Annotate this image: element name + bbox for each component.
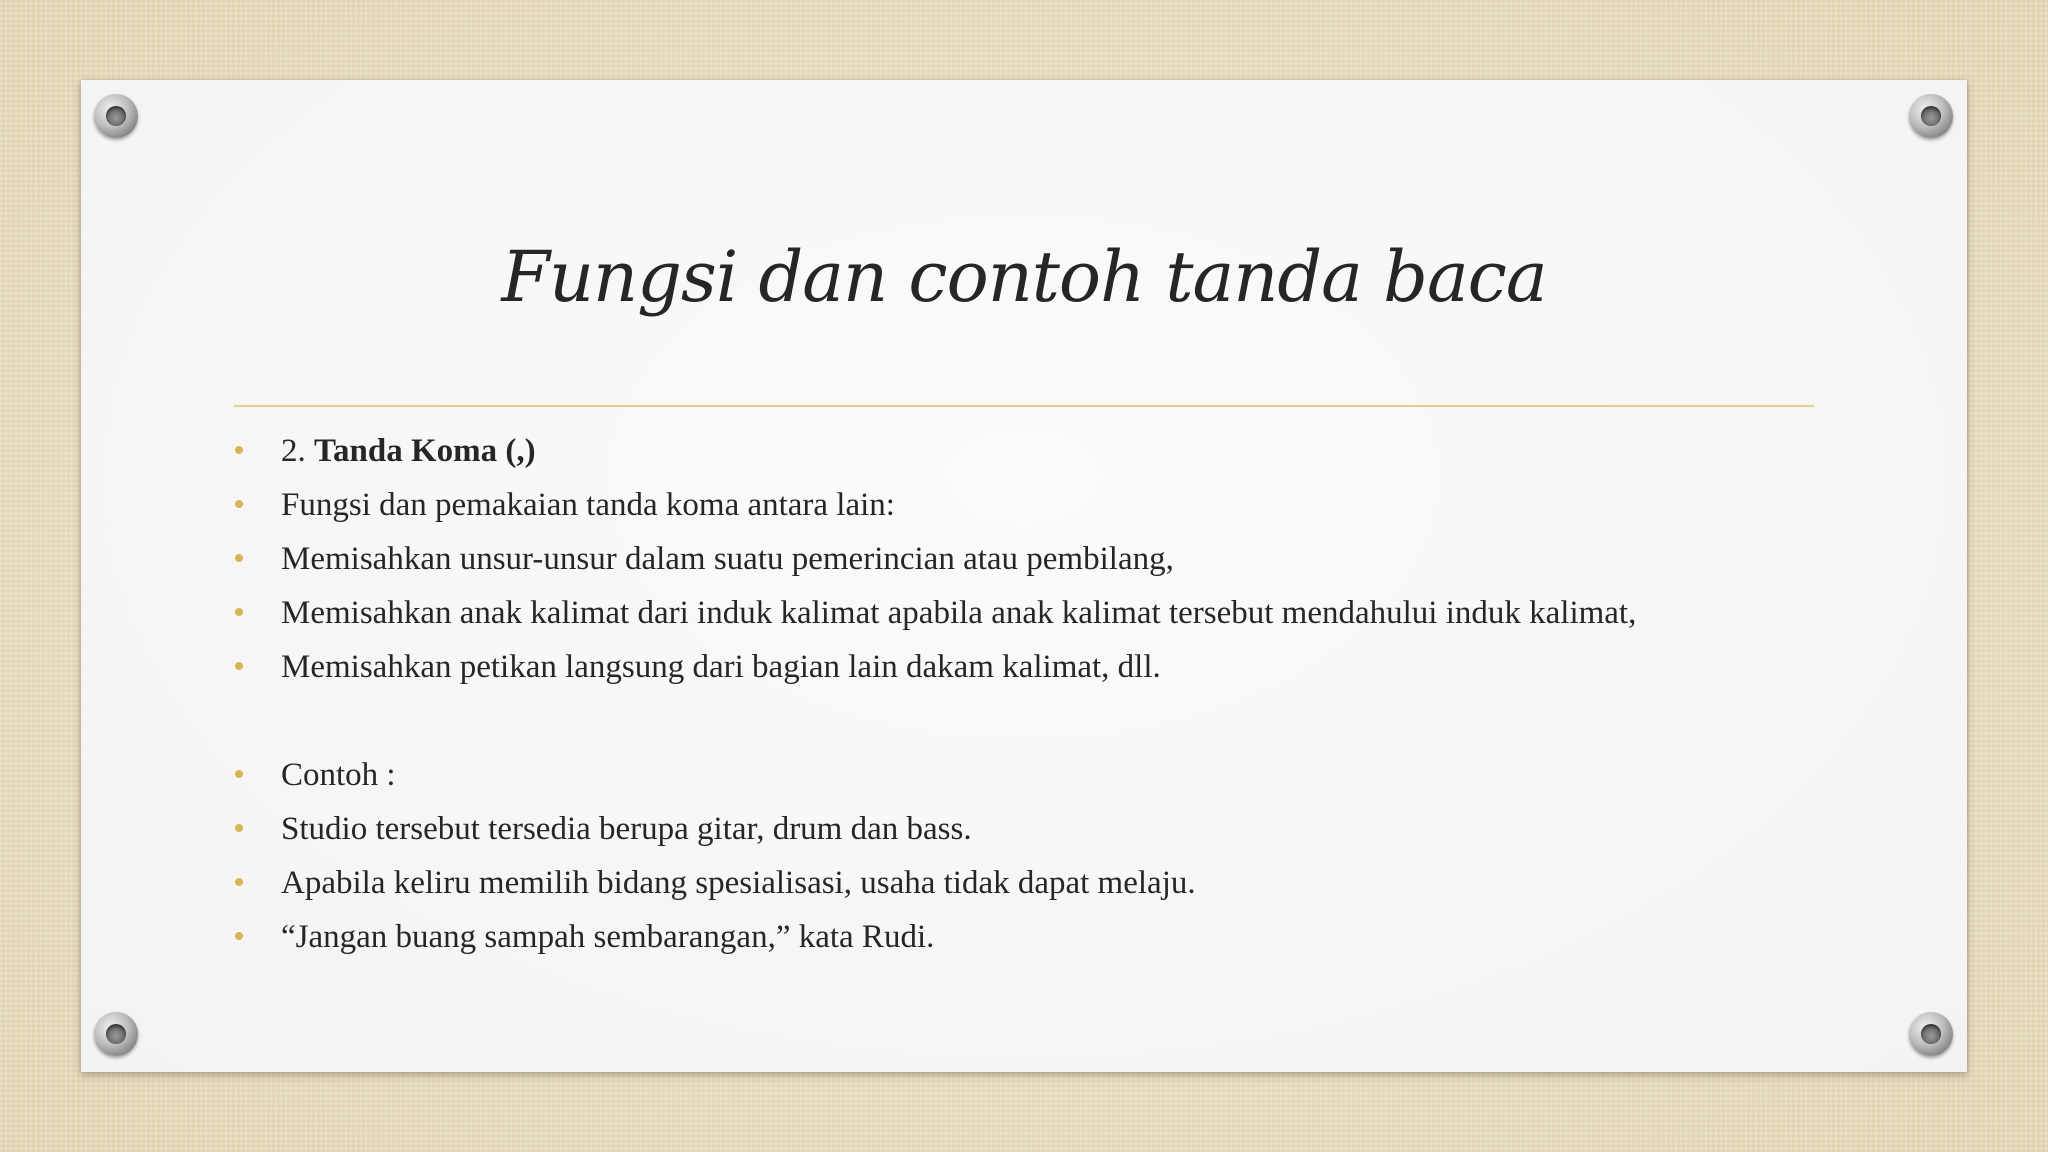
bullet-icon xyxy=(235,446,243,454)
list-item-text: Memisahkan petikan langsung dari bagian lain dakam kalimat, dll. xyxy=(281,649,1161,685)
list-item xyxy=(232,481,1636,535)
list-spacer xyxy=(232,697,1636,751)
bullet-list xyxy=(232,427,1636,967)
grommet-icon xyxy=(1909,94,1953,138)
bullet-icon xyxy=(235,932,243,940)
list-item-text: Fungsi dan pemakaian tanda koma antara lain: xyxy=(281,487,895,523)
list-item-text: Studio tersebut tersedia berupa gitar, drum dan bass. xyxy=(281,811,972,847)
title-divider xyxy=(234,405,1814,407)
heading-number: 2. xyxy=(281,433,314,469)
list-item-text: Apabila keliru memilih bidang spesialisasi, usaha tidak dapat melaju. xyxy=(281,865,1196,901)
grommet-icon xyxy=(94,1012,138,1056)
bullet-icon xyxy=(235,554,243,562)
list-item xyxy=(232,913,1636,967)
list-item xyxy=(232,805,1636,859)
bullet-icon xyxy=(235,770,243,778)
list-item-heading xyxy=(232,427,1636,481)
bullet-icon xyxy=(235,662,243,670)
list-item-text: “Jangan buang sampah sembarangan,” kata Rudi. xyxy=(281,919,935,955)
list-item-text: Memisahkan anak kalimat dari induk kalimat apabila anak kalimat tersebut mendahului induk kalimat, xyxy=(281,595,1637,631)
list-item xyxy=(232,751,1636,805)
grommet-icon xyxy=(1909,1012,1953,1056)
bullet-icon xyxy=(235,824,243,832)
list-item-text: Contoh : xyxy=(281,757,396,793)
list-item xyxy=(232,643,1636,697)
bullet-icon xyxy=(235,878,243,886)
slide-title: Fungsi dan contoh tanda baca xyxy=(501,236,1547,318)
list-item xyxy=(232,535,1636,589)
heading-label: Tanda Koma (,) xyxy=(314,433,536,469)
list-item-text: Memisahkan unsur-unsur dalam suatu pemerincian atau pembilang, xyxy=(281,541,1174,577)
bullet-icon xyxy=(235,500,243,508)
list-item xyxy=(232,859,1636,913)
grommet-icon xyxy=(94,94,138,138)
bullet-icon xyxy=(235,608,243,616)
list-item xyxy=(232,589,1636,643)
